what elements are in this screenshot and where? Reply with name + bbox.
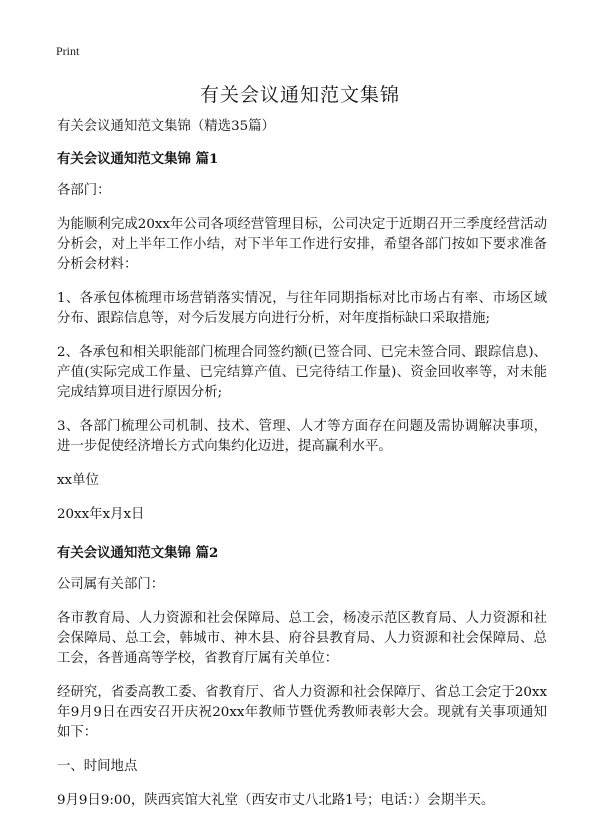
section-2-body: 经研究，省委高教工委、省教育厅、省人力资源和社会保障厅、省总工会定于20xx年9月9日在西安召开庆祝20xx年教师节暨优秀教师表彰大会。现就有关事项通知如下： <box>57 685 547 740</box>
section-2-salutation: 公司属有关部门： <box>57 577 165 592</box>
section-1-item-2: 2、各承包和相关职能部门梳理合同签约额(已签合同、已完未签合同、跟踪信息)、产值(实际完成工作量、已完结算产值、已完待结工作量)、资金回收率等，对未能完成结算项目进行原因分析; <box>57 345 547 400</box>
section-1-salutation: 各部门： <box>57 183 111 198</box>
section-1-heading: 有关会议通知范文集锦 篇1 <box>57 151 219 167</box>
section-2-point-1-heading: 一、时间地点 <box>57 759 138 774</box>
section-2-recipients: 各市教育局、人力资源和社会保障局、总工会，杨凌示范区教育局、人力资源和社会保障局、总工会，韩城市、神木县、府谷县教育局、人力资源和社会保障局、总工会，各普通高等学校，省教育厅属有关单位： <box>57 611 547 666</box>
section-1-intro: 为能顺利完成20xx年公司各项经营管理目标，公司决定于近期召开三季度经营活动分析会，对上半年工作小结，对下半年工作进行安排，希望各部门按如下要求准备分析会材料： <box>57 217 547 272</box>
section-2-point-1-detail: 9月9日9:00，陕西宾馆大礼堂（西安市丈八北路1号；电话：）会期半天。 <box>57 793 495 808</box>
section-1-item-1: 1、各承包体梳理市场营销落实情况，与往年同期指标对比市场占有率、市场区域分布、跟踪信息等，对今后发展方向进行分析，对年度指标缺口采取措施; <box>57 291 547 326</box>
document-title: 有关会议通知范文集锦 <box>199 84 400 106</box>
section-1-sender: xx单位 <box>57 473 99 488</box>
print-label: Print <box>56 44 80 58</box>
section-1-date: 20xx年x月x日 <box>57 507 145 522</box>
section-2-heading: 有关会议通知范文集锦 篇2 <box>57 545 219 561</box>
document-subtitle: 有关会议通知范文集锦（精选35篇） <box>57 119 275 134</box>
document-body <box>57 117 547 825</box>
section-1-item-3: 3、各部门梳理公司机制、技术、管理、人才等方面存在问题及需协调解决事项，进一步促使经济增长方式向集约化迈进，提高赢利水平。 <box>57 419 547 454</box>
